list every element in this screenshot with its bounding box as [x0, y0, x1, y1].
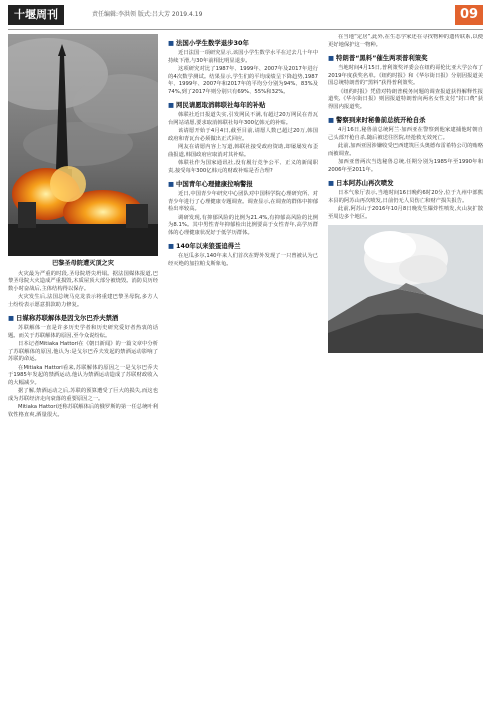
photo-intro-text-2: 火灾发生后,法国总统马克龙表示将重建巴黎圣母院,多方人士纷纷表示愿意捐款助力修复。	[8, 294, 158, 308]
article-paragraph: 近日,中国青少年研究中心团队对中国科学院心理研究所、对青少年进行了心理健康专题调查。调查显示,在调查的群体中抑郁检出率较高。	[168, 191, 318, 212]
article-paragraph: 据了解,禁酒运动之后,苏联的预算遭受了巨大的损失,而这也成为苏联经济走向衰落的重要原因之一。	[8, 388, 158, 402]
column-3	[328, 34, 483, 698]
article-paragraph: 此前,加西亚因涉嫌收受巴西建筑巨头奥德布雷希特公司的贿赂而被调查。	[328, 143, 483, 157]
article-paragraph: 网友在请愿内容上写道,韩联社接受政府资助,却屡屡发布歪曲报道,韩国政府应取消对其补贴。	[168, 144, 318, 158]
photo-caption: 巴黎圣母院遭灭顶之灾	[52, 260, 114, 267]
notre-dame-fire-photo	[8, 34, 158, 256]
volcano-eruption-photo	[328, 225, 483, 353]
article-title: ■ 日本阿苏山再次喷发	[328, 179, 483, 187]
article-paragraph: 在当地“定居”,此外,在生态学家还在寻找物种的遗传联系,以便更好地保护这一物种。	[328, 34, 483, 48]
column-2	[168, 34, 318, 698]
header-rule	[8, 29, 483, 30]
article-paragraph: 4月16日,秘鲁前总统阿兰·加西亚在警察到他家逮捕他时朝自己头部开枪自杀,随后被送往医院,经抢救无效死亡。	[328, 127, 483, 141]
article-title: ■ 特朗普“黑料”催生两项普利策奖	[328, 54, 483, 62]
article-paragraph: Mitiaka Hattori还称苏联解体后的俄罗斯的第一任总统叶利钦性格直爽,酒量很大。	[8, 404, 158, 418]
editor-meta: 责任编辑:李洪领 版式:吕大芳 2019.4.19	[92, 11, 203, 18]
column-1	[8, 34, 158, 698]
article-paragraph: 在Mitiaka Hattori看来,苏联解体的原因之一是戈尔巴乔夫于1985年发起的禁酒运动,他认为禁酒运动造成了苏联财政收入的大幅减少。	[8, 364, 158, 386]
article-paragraph: 当地时间4月15日,普利策奖评委会在纽约哥伦比亚大学公布了2019年度获奖名单。《纽约时报》和《华尔街日报》分别因报道美国总统特朗普的“黑料”获得普利策奖。	[328, 65, 483, 86]
article-paragraph: 日本气象厅表示,当地时间16日晚约6时20分,位于九州中部熊本县的阿苏山再次喷发,日前仍无人员伤亡和财产损失报告。	[328, 190, 483, 204]
article-paragraph: 这项研究对比了1987年、1999年、2007年及2017年进行的4次数学测试。结果显示,学生们的平均成绩呈下降趋势,1987年、1999年、2007年和2017年的平均分分别为94%、83%及74%,到了2017年则分别只有69%、55%和32%。	[168, 66, 318, 95]
article-paragraph: 苏联解体一直是许多历史学者和历史研究爱好者热衷的话题。而关于苏联解体的原因,至今众说纷纭。	[8, 325, 158, 339]
article-title: ■ 140年以来狼蛋追得兰	[168, 242, 318, 250]
page-header	[0, 0, 491, 30]
article-title: ■ 中国青年心理健康拉响警报	[168, 180, 318, 188]
article-paragraph: 该请愿开始于4月4日,截至目前,请愿人数已超过20万,韩国政府和青瓦台必须做出正式回应。	[168, 128, 318, 142]
article-paragraph: 韩联社近日报道失实,引发网民不满,有超过20万网民在青瓦台网站请愿,要求取消韩联社每年300亿韩元的补贴。	[168, 112, 318, 126]
article-paragraph: 韩联社作为国家通讯社,没有履行竞争公平、正义的新闻职责,接受每年300亿韩元的财政补贴是否合理?	[168, 160, 318, 174]
article-paragraph: 在厄瓜多尔,140年来人们首次在野外发现了一只曾被认为已经灭绝的加拉帕戈斯象龟。	[168, 253, 318, 267]
article-paragraph: 加西亚曾两次当选秘鲁总统,任期分别为1985年至1990年和2006年至2011年。	[328, 159, 483, 173]
article-paragraph: 日本记者Mitiaka Hattori在《朝日新闻》的一篇文章中分析了苏联解体的原因,他认为:是戈尔巴乔夫发起的禁酒运动影响了苏联的命运。	[8, 341, 158, 362]
article-paragraph: 《纽约时报》凭借对特朗普税务问题的调查报道获得解释性报道奖,《华尔街日报》则因报道特朗普向两名女性支付“封口费”获得国内报道奖。	[328, 88, 483, 110]
article-title: ■ 日媒称苏联解体是因戈尔巴乔夫禁酒	[8, 314, 158, 322]
article-paragraph: 此前,阿苏山于2016年10月8日晚发生爆炸性喷发,火山灰扩散至周边多个地区。	[328, 206, 483, 220]
page-number: 09	[455, 5, 483, 25]
article-paragraph: 调研发现,有抑郁风险的比例为21.4%,有抑郁高风险的比例为8.1%。其中男性青年抑郁检出比例要高于女性青年,高学历群体的心理健康状况好于低学历群体。	[168, 214, 318, 236]
article-title: ■ 警察到来时秘鲁前总统开枪自杀	[328, 116, 483, 124]
article-paragraph: 近日法国一项研究显示,该国小学生数学水平在过去几十年中持续下滑,与30年前相比明显退步。	[168, 50, 318, 64]
masthead: 十堰周刊	[8, 5, 64, 25]
article-title: ■ 法国小学生数学退步30年	[168, 39, 318, 47]
photo-intro-text: 火灾最为严重的时段,圣母院塔尖坍塌。据法国媒体报道,巴黎圣母院大火造成严重损毁,木质屋顶大部分被烧毁。消防员历经数小时奋战后,主体结构得以保存。	[8, 270, 158, 292]
article-title: ■ 网民请愿取消韩联社每年的补贴	[168, 101, 318, 109]
